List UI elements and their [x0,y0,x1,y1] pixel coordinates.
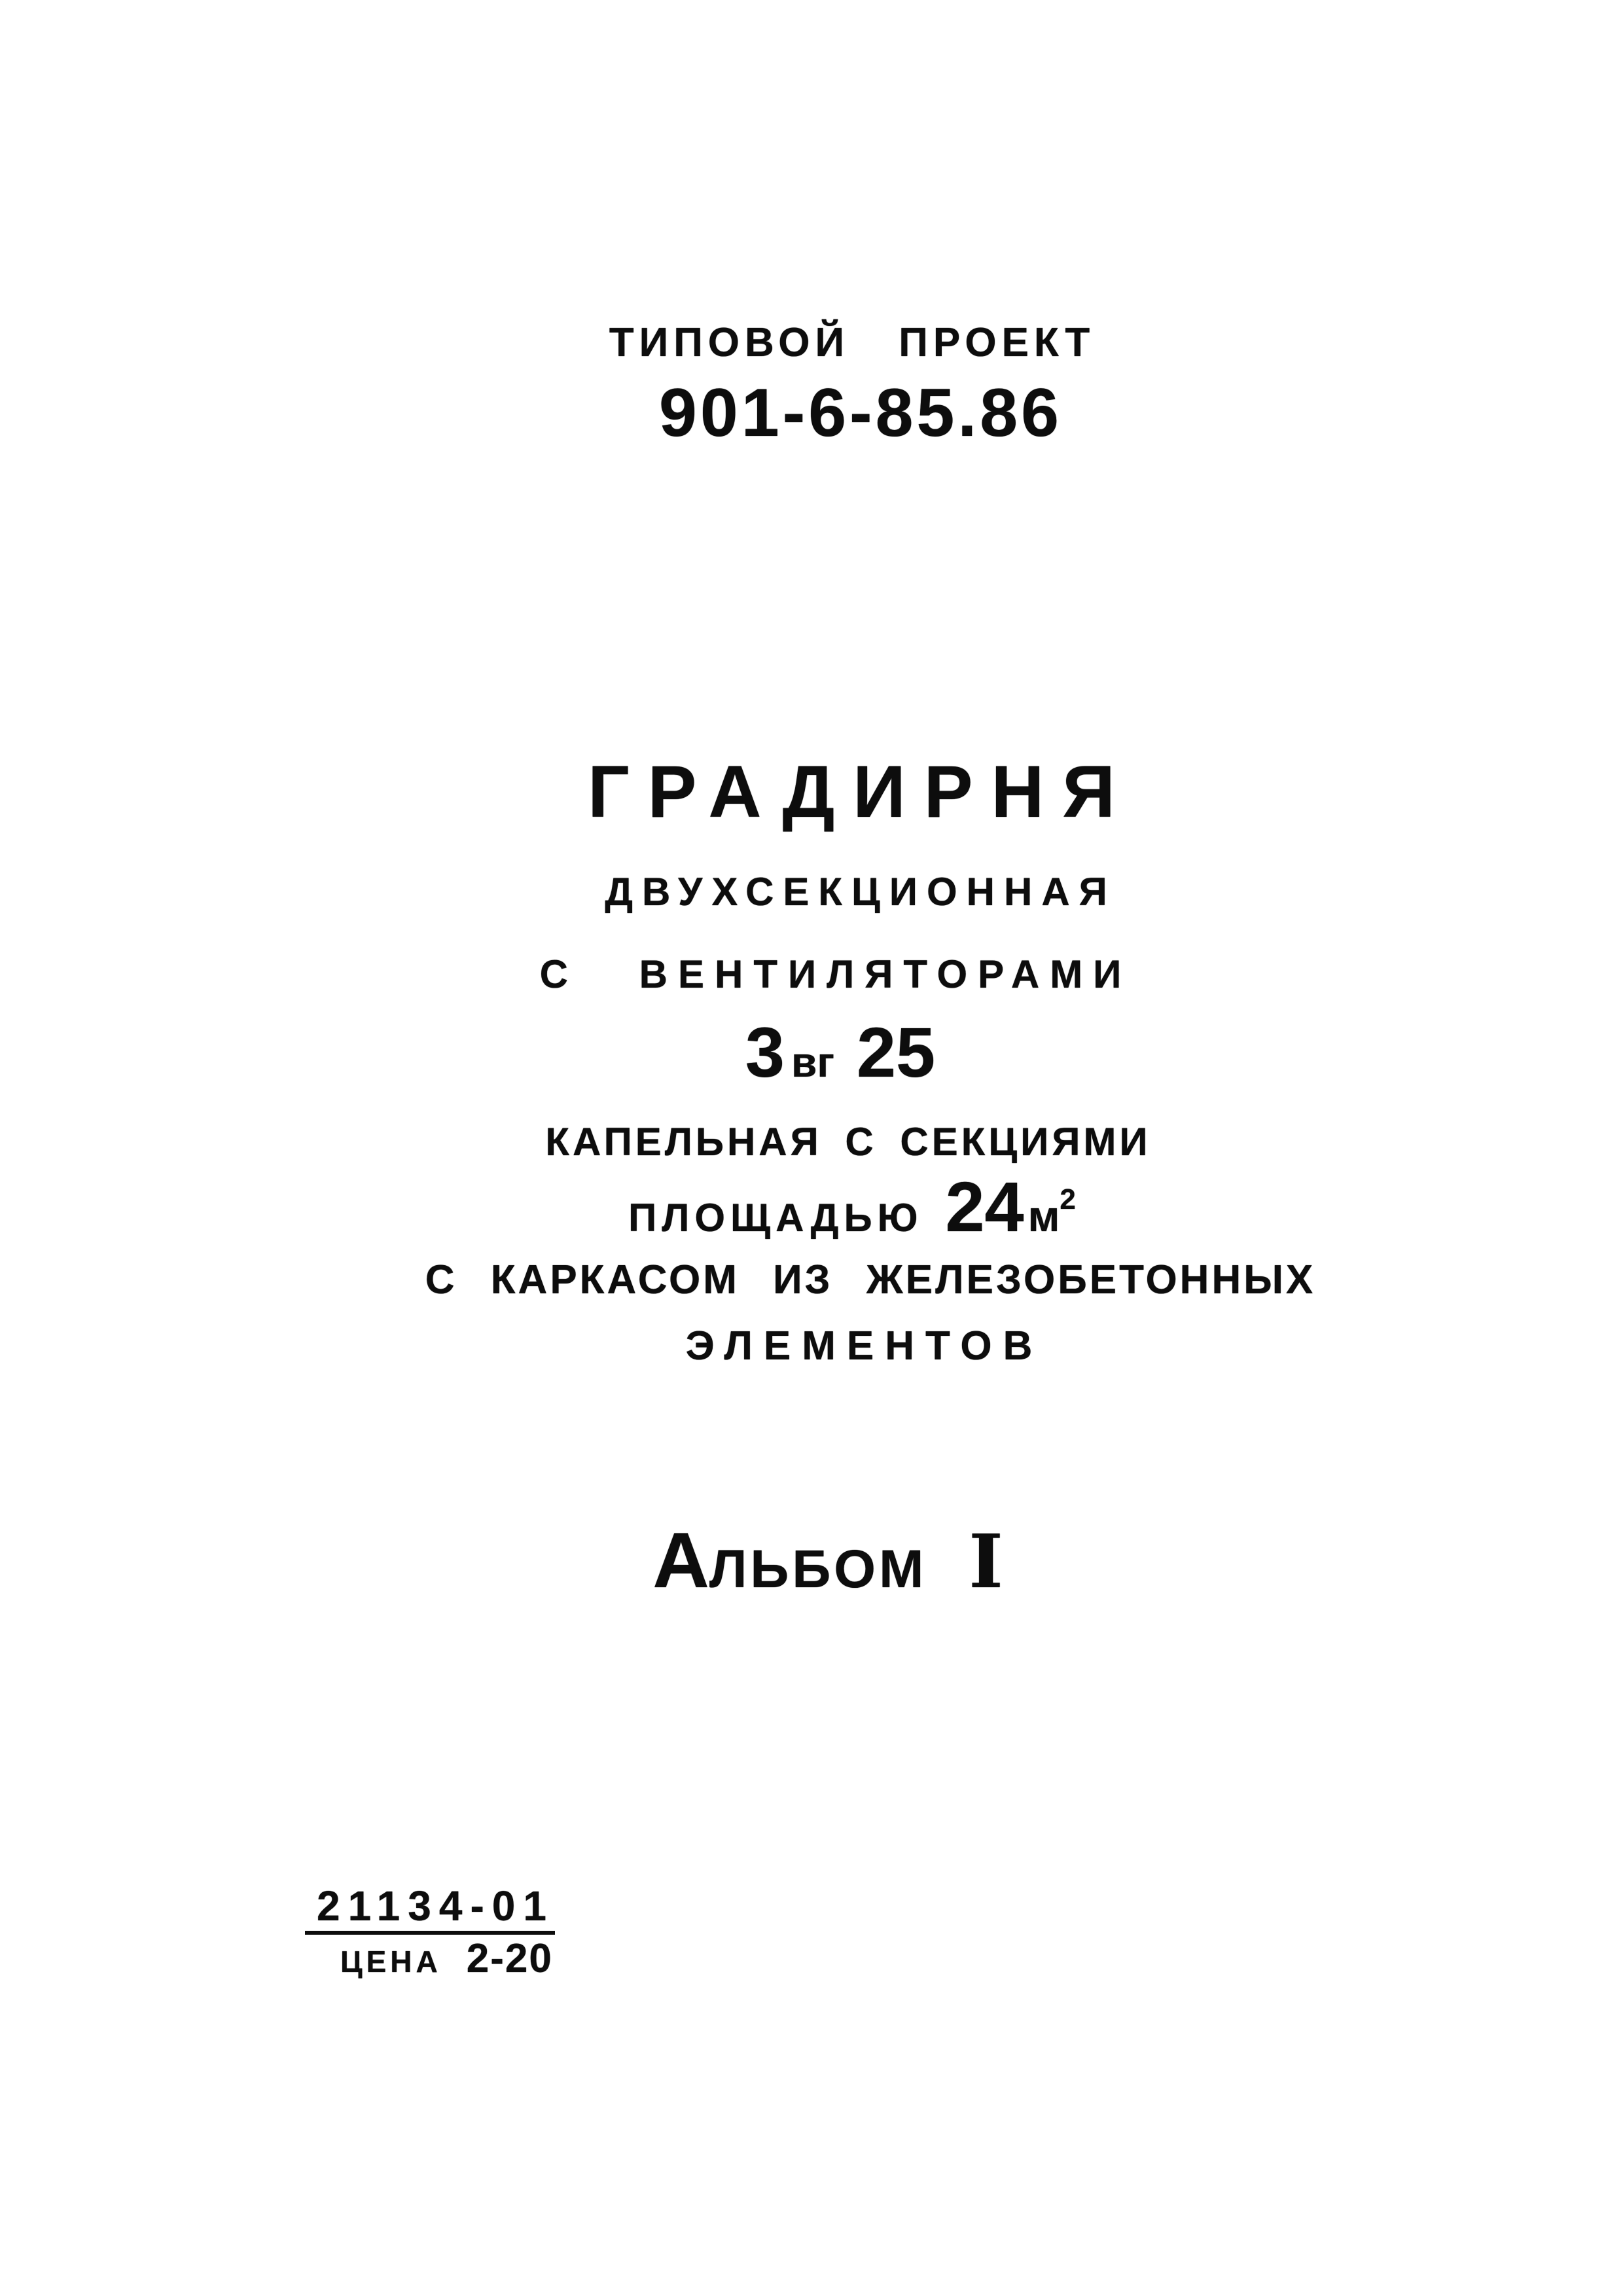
footer-rule [305,1931,555,1935]
doc-type-heading: ТИПОВОЙ ПРОЕКТ [609,320,1096,365]
subtitle-sections: ДВУХСЕКЦИОННАЯ [605,870,1116,914]
price-label: ЦЕНА [340,1945,442,1979]
area-unit-exponent: 2 [1060,1183,1076,1215]
area-unit: м [1027,1192,1060,1240]
project-number: 901-6-85.86 [659,375,1062,451]
area-label: ПЛОЩАДЬЮ [628,1196,923,1240]
album-label-initial: А [652,1516,709,1604]
fan-model-size-digit: 3 [745,1013,785,1092]
fan-model-number: 25 [856,1013,936,1092]
area-value: 24 [945,1167,1024,1246]
subtitle-type: КАПЕЛЬНАЯ С СЕКЦИЯМИ [545,1120,1151,1164]
subtitle-frame-line-2: ЭЛЕМЕНТОВ [685,1323,1044,1369]
price-line [340,1936,553,1981]
album-number: I [969,1519,1003,1605]
subtitle-fans: С ВЕНТИЛЯТОРАМИ [539,952,1132,996]
area-line [628,1167,1076,1246]
album-label-rest: ЛЬБОМ [709,1539,927,1599]
fan-model-line [745,1013,936,1092]
album-line [652,1516,1003,1605]
main-title: ГРАДИРНЯ [588,751,1133,833]
fan-model-type-code: вг [791,1039,834,1086]
price-value: 2-20 [466,1936,553,1981]
order-code: 21134-01 [317,1882,554,1929]
subtitle-frame-line-1: С КАРКАСОМ ИЗ ЖЕЛЕЗОБЕТОННЫХ [425,1257,1316,1302]
